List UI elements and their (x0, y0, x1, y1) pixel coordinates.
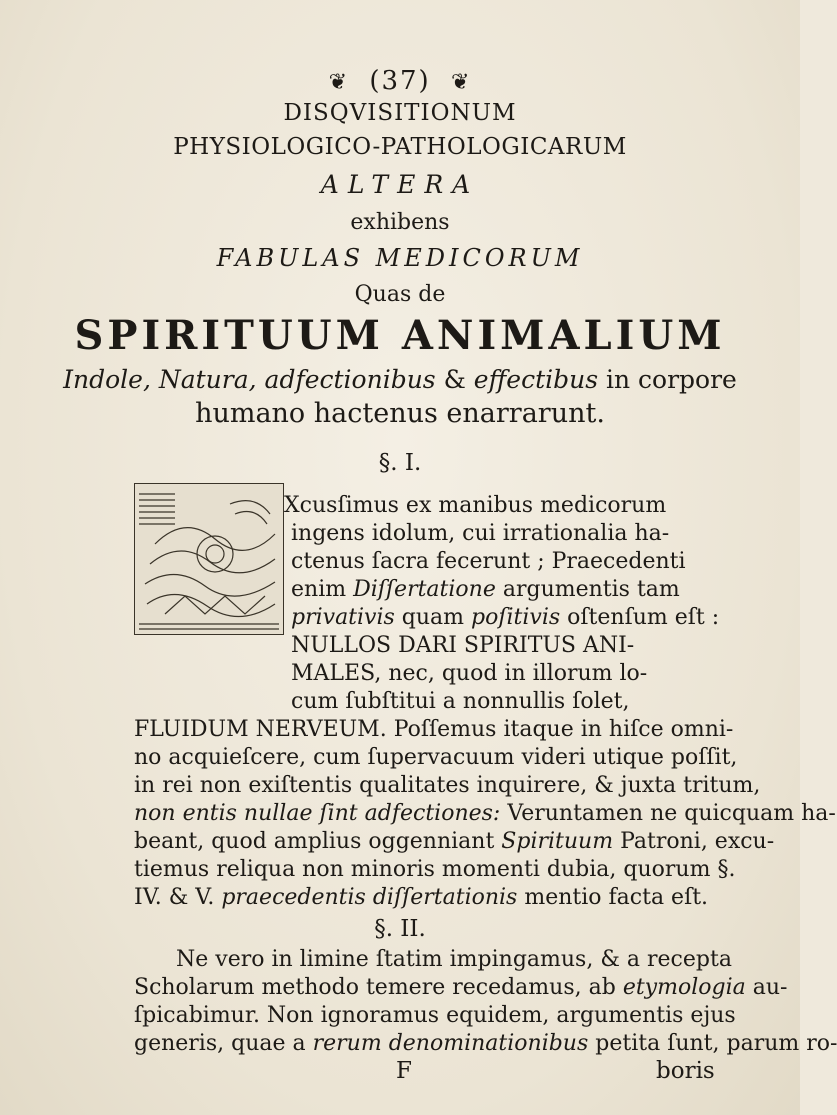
title-word-adfectionibus: adfectionibus (256, 365, 436, 394)
title-line-5: FABULAS MEDICORUM (216, 244, 584, 272)
body-line: enim Diſſertatione argumentis tam (291, 577, 680, 602)
title-word-in-corpore: in corpore (598, 365, 737, 394)
body-line: privativis quam poſitivis oſtenſum eſt : (291, 605, 720, 630)
body-line: ſpicabimur. Non ignoramus equidem, argumentis ejus (134, 1003, 736, 1028)
body-line: in rei non exiſtentis qualitates inquirere, & juxta tritum, (134, 773, 761, 798)
title-line-6: Quas de (354, 282, 446, 307)
title-line-7: SPIRITUUM ANIMALIUM (74, 312, 726, 359)
title-line-2: PHYSIOLOGICO-PATHOLOGICARUM (173, 134, 627, 160)
body-line: cum ſubſtitui a nonnullis ſolet, (291, 689, 630, 714)
title-line-1: DISQVISITIONUM (283, 100, 517, 126)
running-header (0, 66, 800, 96)
title-line-4: exhibens (350, 210, 450, 235)
catchword: boris (656, 1058, 715, 1084)
body-line: NULLOS DARI SPIRITUS ANI- (291, 633, 635, 658)
body-line: tiemus reliqua non minoris momenti dubia, quorum §. (134, 857, 736, 882)
body-line: Xcusſimus ex manibus medicorum (284, 493, 667, 518)
title-word-natura: Natura, (150, 365, 257, 394)
body-line: ctenus ſacra fecerunt ; Praecedenti (291, 549, 686, 574)
title-word-indole: Indole, (63, 365, 151, 394)
section-1-heading: §. I. (378, 450, 422, 476)
title-line-9: humano hactenus enarrarunt. (195, 398, 605, 429)
title-word-effectibus: effectibus (473, 365, 599, 394)
body-line: FLUIDUM NERVEUM. Poſſemus itaque in hiſce omni- (134, 717, 734, 742)
page-number: (37) (369, 66, 431, 96)
body-line: Scholarum methodo temere recedamus, ab etymologia au- (134, 975, 788, 1000)
body-line: IV. & V. praecedentis diſſertationis mentio facta eſt. (134, 885, 709, 910)
body-line: MALES, nec, quod in illorum lo- (291, 661, 648, 686)
fleuron-left-icon: ❦ (328, 70, 350, 95)
body-line: Ne vero in limine ſtatim impingamus, & a recepta (176, 947, 732, 972)
title-ampersand: & (435, 365, 474, 394)
body-line: ingens idolum, cui irrationalia ha- (291, 521, 670, 546)
section-2-heading: §. II. (374, 916, 426, 942)
body-line: generis, quae a rerum denominationibus petita ſunt, parum ro- (134, 1031, 837, 1056)
fleuron-right-icon: ❦ (450, 70, 472, 95)
signature-mark: F (396, 1058, 412, 1084)
title-line-3: ALTERA (320, 170, 480, 199)
title-line-8 (0, 365, 800, 394)
ornament-icon (135, 484, 283, 634)
body-line: beant, quod amplius oggenniant Spirituum Patroni, excu- (134, 829, 775, 854)
body-line: no acquieſcere, cum ſupervacuum videri utique poſſit, (134, 745, 738, 770)
body-line: non entis nullae ſint adfectiones: Veruntamen ne quicquam ha- (134, 801, 836, 826)
decorated-initial (134, 483, 284, 635)
